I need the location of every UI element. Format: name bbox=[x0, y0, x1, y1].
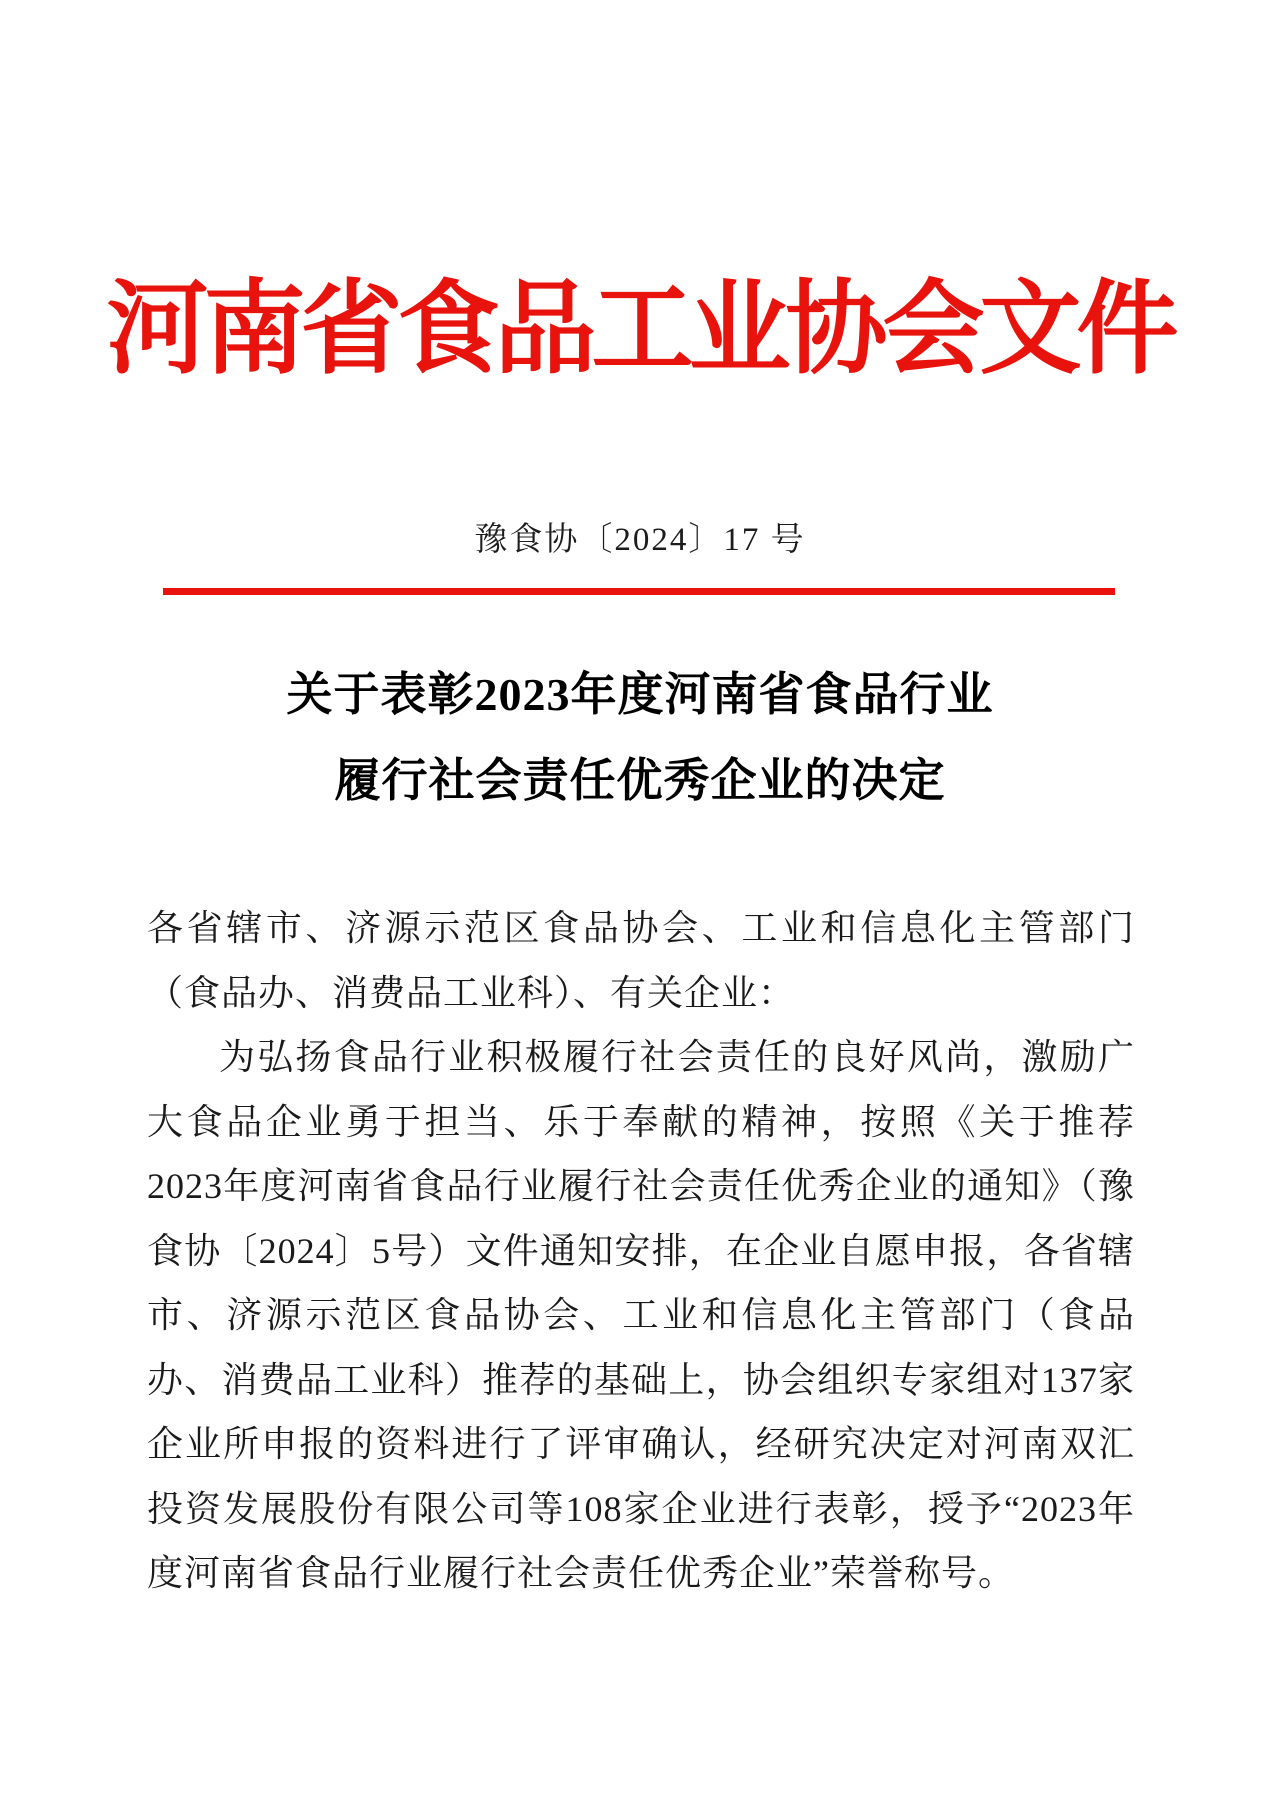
document-body bbox=[147, 896, 1135, 1606]
red-header-org-title: 河南省食品工业协会文件 bbox=[106, 274, 1174, 387]
document-title-line-2: 履行社会责任优秀企业的决定 bbox=[334, 755, 946, 806]
document-title bbox=[0, 652, 1280, 824]
red-divider-line bbox=[163, 588, 1115, 595]
document-title-line-1: 关于表彰2023年度河南省食品行业 bbox=[286, 669, 994, 720]
salutation-paragraph: 各省辖市、济源示范区食品协会、工业和信息化主管部门（食品办、消费品工业科）、有关企业： bbox=[147, 908, 1135, 1013]
document-number: 豫食协〔2024〕17 号 bbox=[474, 522, 806, 558]
main-paragraph: 为弘扬食品行业积极履行社会责任的良好风尚，激励广大食品企业勇于担当、乐于奉献的精神，按照《关于推荐2023年度河南省食品行业履行社会责任优秀企业的通知》（豫食协〔2024〕5号）文件通知安排，在企业自愿申报，各省辖市、济源示范区食品协会、工业和信息化主管部门（食品办、消费品工业科）推荐的基础上，协会组织专家组对137家企业所申报的资料进行了评审确认，经研究决定对河南双汇投资发展股份有限公司等108家企业进行表彰，授予“2023年度河南省食品行业履行社会责任优秀企业”荣誉称号。 bbox=[147, 1037, 1135, 1593]
